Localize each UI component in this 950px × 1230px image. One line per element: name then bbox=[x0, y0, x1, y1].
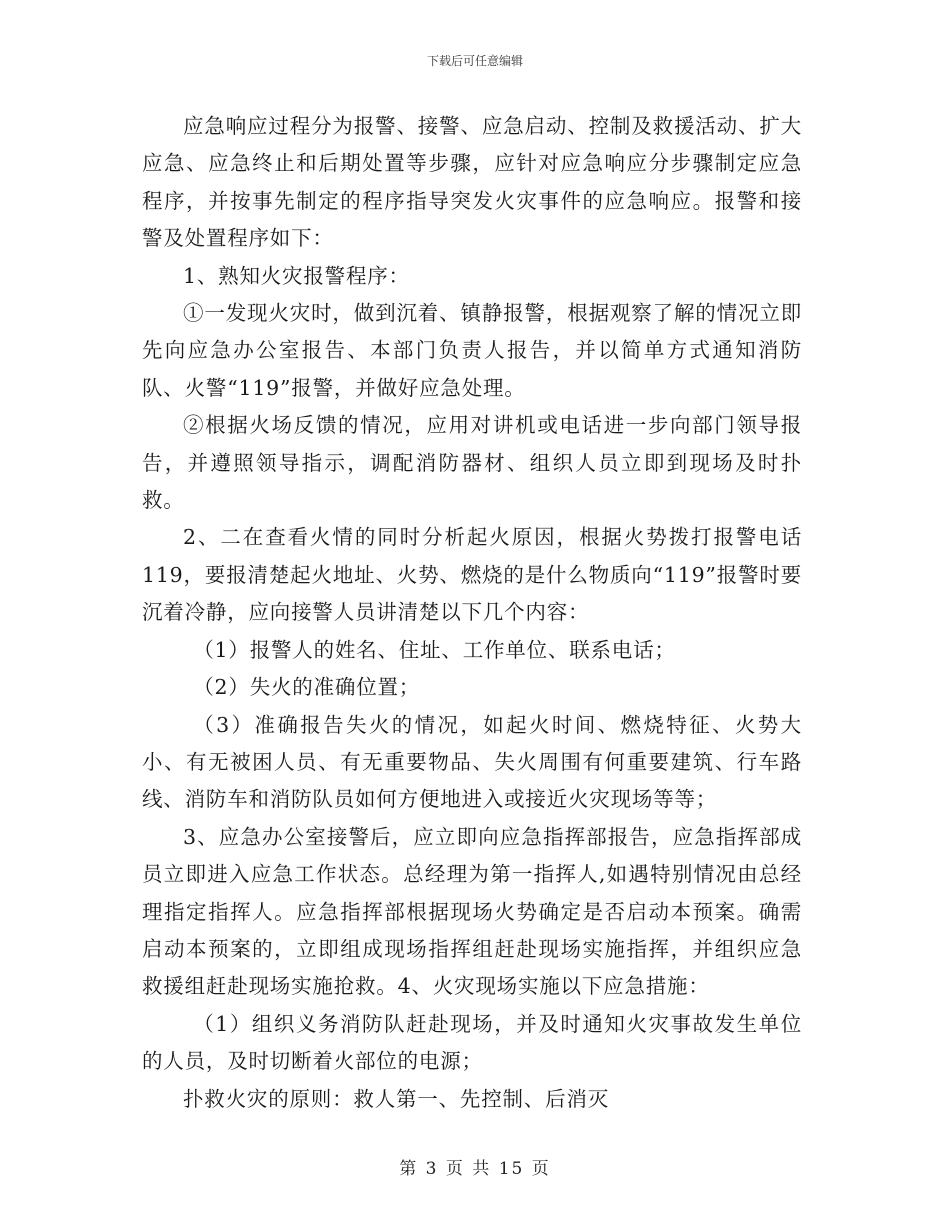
paragraph-measure-item-1: （1）组织义务消防队赶赴现场，并及时通知火灾事故发生单位的人员，及时切断着火部位的电源； bbox=[142, 1011, 802, 1074]
paragraph-intro: 应急响应过程分为报警、接警、应急启动、控制及救援活动、扩大应急、应急终止和后期处置等步骤，应针对应急响应分步骤制定应急程序，并按事先制定的程序指导突发火灾事件的应急响应。报警和接警及处置程序如下： bbox=[142, 114, 802, 251]
paragraph-step-1-item-2: ②根据火场反馈的情况，应用对讲机或电话进一步向部门领导报告，并遵照领导指示，调配消防器材、组织人员立即到现场及时扑救。 bbox=[142, 413, 802, 513]
paragraph-step-2: 2、二在查看火情的同时分析起火原因，根据火势拨打报警电话119，要报清楚起火地址、火势、燃烧的是什么物质向“119”报警时要沉着冷静，应向接警人员讲清楚以下几个内容： bbox=[142, 525, 802, 625]
paragraph-step-3: 3、应急办公室接警后，应立即向应急指挥部报告，应急指挥部成员立即进入应急工作状态。总经理为第一指挥人,如遇特别情况由总经理指定指挥人。应急指挥部根据现场火势确定是否启动本预案。确需启动本预案的，立即组成现场指挥组赶赴现场实施指挥，并组织应急救援组赶赴现场实施抢救。4、火灾现场实施以下应急措施： bbox=[142, 824, 802, 999]
paragraph-report-item-3: （3）准确报告失火的情况，如起火时间、燃烧特征、火势大小、有无被困人员、有无重要物品、失火周围有何重要建筑、行车路线、消防车和消防队员如何方便地进入或接近火灾现场等等； bbox=[142, 712, 802, 812]
paragraph-report-item-1: （1）报警人的姓名、住址、工作单位、联系电话； bbox=[193, 637, 676, 662]
paragraph-firefighting-principle: 扑救火灾的原则：救人第一、先控制、后消灭 bbox=[183, 1086, 609, 1111]
paragraph-report-item-2: （2）失火的准确位置； bbox=[193, 675, 421, 700]
page-number: 第 3 页 共 15 页 bbox=[399, 1159, 551, 1179]
document-body bbox=[142, 108, 802, 1118]
paragraph-step-1-item-1: ①一发现火灾时，做到沉着、镇静报警，根据观察了解的情况立即先向应急办公室报告、本部门负责人报告，并以简单方式通知消防队、火警“119”报警，并做好应急处理。 bbox=[142, 301, 802, 400]
paragraph-step-1-title: 1、熟知火灾报警程序： bbox=[183, 263, 410, 288]
page-header-note: 下载后可任意编辑 bbox=[426, 54, 523, 68]
